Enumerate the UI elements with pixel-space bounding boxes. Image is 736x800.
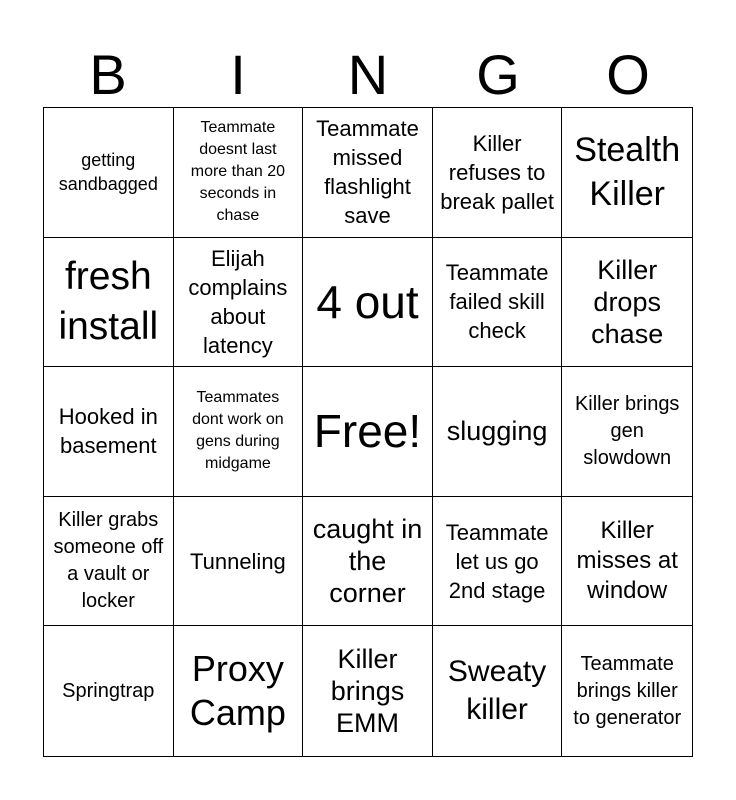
bingo-cell[interactable]: [174, 238, 304, 368]
bingo-cell[interactable]: [174, 367, 304, 497]
bingo-header: [43, 43, 693, 106]
bingo-cell[interactable]: [44, 497, 174, 627]
bingo-cell[interactable]: [303, 497, 433, 627]
cell-text: Sweaty killer: [447, 655, 547, 727]
cell-text: Teammate missed flashlight save: [316, 116, 419, 229]
header-letter-b: B: [89, 43, 127, 106]
cell-text: Teammate brings killer to generator: [573, 652, 682, 729]
bingo-cell[interactable]: [174, 626, 304, 756]
bingo-cell[interactable]: [174, 108, 304, 238]
cell-text: Elijah complains about latency: [188, 245, 288, 358]
cell-text: Killer brings gen slowdown: [574, 392, 680, 469]
cell-text: Killer refuses to break pallet: [440, 130, 554, 214]
bingo-cell[interactable]: [433, 108, 563, 238]
bingo-cell[interactable]: [562, 238, 692, 368]
bingo-cell[interactable]: [562, 108, 692, 238]
cell-text: Teammate let us go 2nd stage: [445, 519, 549, 603]
cell-text: slugging: [446, 416, 548, 447]
bingo-cell[interactable]: [44, 367, 174, 497]
cell-text: Killer brings EMM: [330, 644, 405, 739]
free-space-text: Free!: [313, 405, 422, 458]
cell-text: Stealth Killer: [574, 131, 681, 214]
bingo-cell[interactable]: [303, 626, 433, 756]
cell-text: Teammates dont work on gens during midgame: [192, 389, 284, 473]
bingo-cell[interactable]: [433, 626, 563, 756]
bingo-cell[interactable]: [303, 108, 433, 238]
cell-text: Proxy Camp: [189, 648, 286, 734]
cell-text: Hooked in basement: [58, 404, 158, 459]
header-letter-g: G: [476, 43, 520, 106]
header-letter-o: O: [606, 43, 650, 106]
bingo-cell[interactable]: [44, 238, 174, 368]
cell-text: Killer misses at window: [576, 517, 678, 605]
cell-text: fresh install: [58, 254, 159, 348]
cell-text: 4 out: [316, 275, 419, 328]
bingo-cell[interactable]: [44, 108, 174, 238]
cell-text: Tunneling: [189, 548, 286, 574]
header-letter-i: I: [230, 43, 246, 106]
bingo-card-grid: [43, 107, 693, 757]
cell-text: Teammate failed skill check: [445, 260, 549, 344]
header-letter-n: N: [347, 43, 389, 106]
bingo-cell[interactable]: [174, 497, 304, 627]
cell-text: Killer drops chase: [591, 254, 664, 349]
bingo-cell[interactable]: [433, 238, 563, 368]
bingo-cell[interactable]: [562, 367, 692, 497]
cell-text: Killer grabs someone off a vault or locker: [53, 509, 164, 613]
bingo-cell[interactable]: [433, 497, 563, 627]
bingo-cell[interactable]: [562, 497, 692, 627]
bingo-cell[interactable]: [433, 367, 563, 497]
cell-text: caught in the corner: [312, 514, 423, 609]
cell-text: getting sandbagged: [58, 150, 158, 195]
cell-text: Springtrap: [62, 679, 155, 702]
bingo-cell[interactable]: [303, 238, 433, 368]
bingo-cell[interactable]: [562, 626, 692, 756]
free-space-cell[interactable]: [303, 367, 433, 497]
bingo-cell[interactable]: [44, 626, 174, 756]
cell-text: Teammate doesnt last more than 20 seconds in chase: [190, 119, 286, 225]
